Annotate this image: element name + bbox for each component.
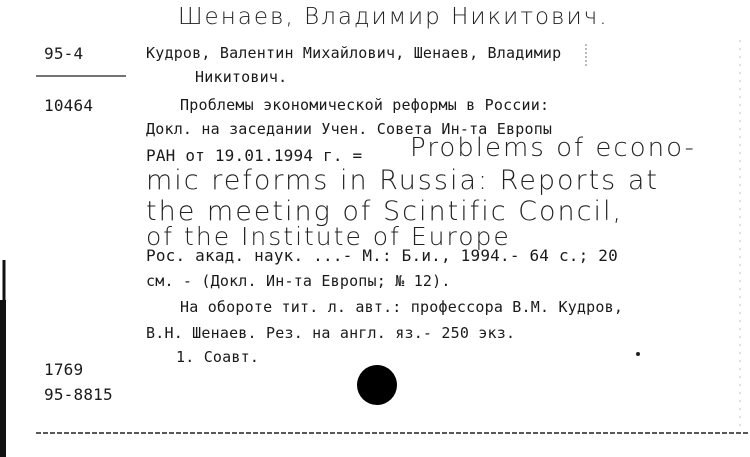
author-line: Кудров, Валентин Михайлович, Шенаев, Владимир — [146, 44, 562, 62]
author-line-cont: Никитович. — [195, 68, 288, 86]
title-line-3: РАН от 19.01.1994 г. = — [146, 146, 363, 165]
series-line: см. - (Докл. Ин-та Европы; № 12). — [146, 272, 451, 290]
bottom-number: 95-8815 — [44, 385, 113, 404]
handwritten-author-name: Шенаев, Владимир Никитович. — [178, 4, 609, 30]
title-line-2: Докл. на заседании Учен. Совета Ин-та Европы — [146, 120, 553, 138]
handwritten-title-line-2: mic reforms in Russia: Reports at — [146, 165, 659, 196]
note-line: На обороте тит. л. авт.: профессора В.М. Кудров, — [180, 298, 624, 316]
title-line: Проблемы экономической реформы в России: — [180, 96, 550, 114]
publication-line: Рос. акад. наук. ...- М.: Б.и., 1994.- 64 с.; 20 — [146, 246, 618, 265]
ink-dot — [634, 350, 642, 358]
punch-hole — [352, 360, 402, 410]
tracing-line: 1. Соавт. — [176, 348, 260, 366]
bottom-code: 1769 — [44, 360, 84, 379]
shelf-code: 95-4 — [44, 44, 84, 63]
note-line-2: В.Н. Шенаев. Рез. на англ. яз.- 250 экз. — [146, 324, 516, 342]
handwritten-title-line-4: of the Institute of Europe — [146, 222, 511, 251]
handwritten-title-line-1: Problems of econo- — [410, 133, 696, 163]
record-number: 10464 — [44, 96, 94, 115]
handwritten-title-line-3: the meeting of Scintific Concil, — [146, 196, 624, 227]
